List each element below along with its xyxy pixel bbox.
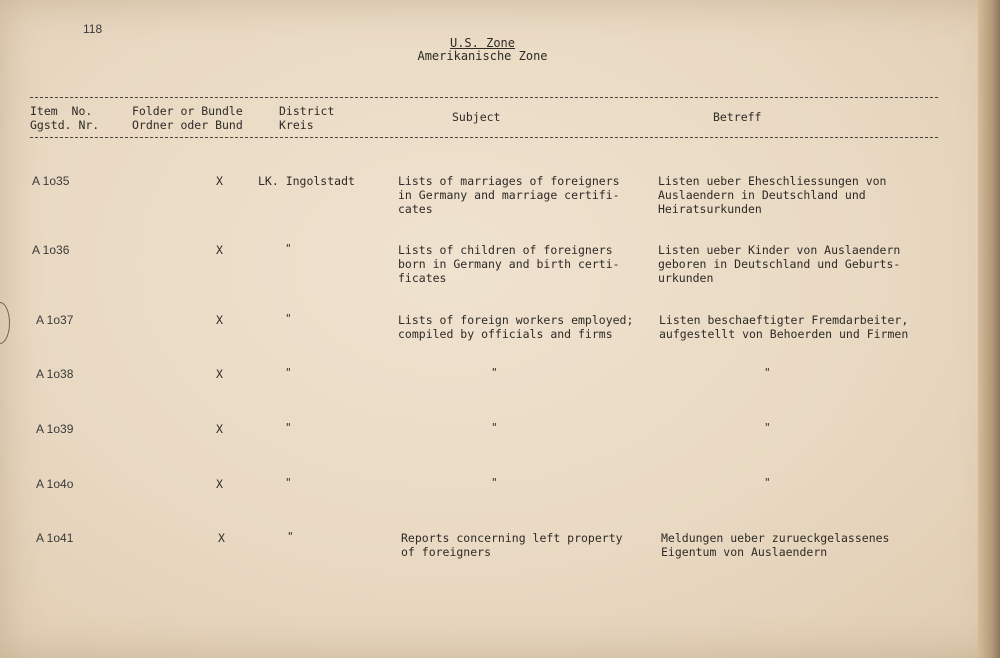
header-folder: Folder or Bundle: [132, 104, 243, 118]
subject-line: compiled by officials and firms: [398, 327, 613, 341]
betreff-ditto: ": [764, 366, 772, 379]
subject-line: cates: [398, 202, 433, 216]
betreff-line: Auslaendern in Deutschland und: [658, 188, 866, 202]
header-bottom-rule: [30, 137, 938, 138]
header-item-no: Item No.: [30, 104, 93, 118]
folder-mark: X: [216, 243, 223, 257]
folder-mark: X: [218, 531, 225, 545]
subject-line: in Germany and marriage certifi-: [398, 188, 620, 202]
header-top-rule: [30, 97, 938, 98]
folder-mark: X: [216, 477, 223, 491]
subject-ditto: ": [491, 476, 499, 489]
betreff-ditto: ": [764, 421, 772, 434]
betreff-line: urkunden: [658, 271, 714, 285]
item-number: A 1o38: [36, 367, 74, 381]
district: LK. Ingolstadt: [258, 174, 355, 188]
betreff-line: Listen ueber Kinder von Auslaendern: [658, 243, 901, 257]
betreff-line: aufgestellt von Behoerden und Firmen: [659, 327, 909, 341]
district-ditto: ": [285, 312, 293, 325]
betreff-ditto: ": [764, 476, 772, 489]
district-ditto: ": [285, 366, 293, 379]
item-number: A 1o36: [32, 243, 70, 257]
page-subtitle: Amerikanische Zone: [417, 49, 548, 63]
subject-line: Lists of foreign workers employed;: [398, 313, 634, 327]
subject-ditto: ": [491, 421, 499, 434]
betreff-line: Heiratsurkunden: [658, 202, 762, 216]
betreff-line: Meldungen ueber zurueckgelassenes: [661, 531, 890, 545]
page-number: 118: [83, 22, 103, 36]
subject-line: ficates: [398, 271, 447, 285]
header-ggstd-nr: Ggstd. Nr.: [30, 118, 100, 132]
betreff-line: Listen ueber Eheschliessungen von: [658, 174, 887, 188]
district-ditto: ": [285, 476, 293, 489]
header-ordner: Ordner oder Bund: [132, 118, 243, 132]
binder-hole: [0, 302, 10, 344]
item-number: A 1o41: [36, 531, 74, 545]
binding-gutter: [978, 0, 1000, 658]
item-number: A 1o39: [36, 422, 74, 436]
subject-line: Lists of children of foreigners: [398, 243, 613, 257]
folder-mark: X: [216, 174, 223, 188]
item-number: A 1o37: [36, 313, 74, 327]
district-ditto: ": [285, 242, 293, 255]
betreff-line: Listen beschaeftigter Fremdarbeiter,: [659, 313, 909, 327]
folder-mark: X: [216, 367, 223, 381]
district-ditto: ": [285, 421, 293, 434]
subject-ditto: ": [491, 366, 499, 379]
folder-mark: X: [216, 422, 223, 436]
header-betreff: Betreff: [713, 110, 762, 124]
subject-line: Lists of marriages of foreigners: [398, 174, 620, 188]
item-number: A 1o4o: [36, 477, 74, 491]
item-number: A 1o35: [32, 174, 70, 188]
header-district: District: [279, 104, 335, 118]
betreff-line: geboren in Deutschland und Geburts-: [658, 257, 901, 271]
district-ditto: ": [287, 530, 295, 543]
subject-line: of foreigners: [401, 545, 492, 559]
subject-line: born in Germany and birth certi-: [398, 257, 620, 271]
betreff-line: Eigentum von Auslaendern: [661, 545, 828, 559]
page-title: U.S. Zone: [449, 36, 516, 50]
subject-line: Reports concerning left property: [401, 531, 623, 545]
header-subject: Subject: [452, 110, 501, 124]
folder-mark: X: [216, 313, 223, 327]
header-kreis: Kreis: [279, 118, 314, 132]
